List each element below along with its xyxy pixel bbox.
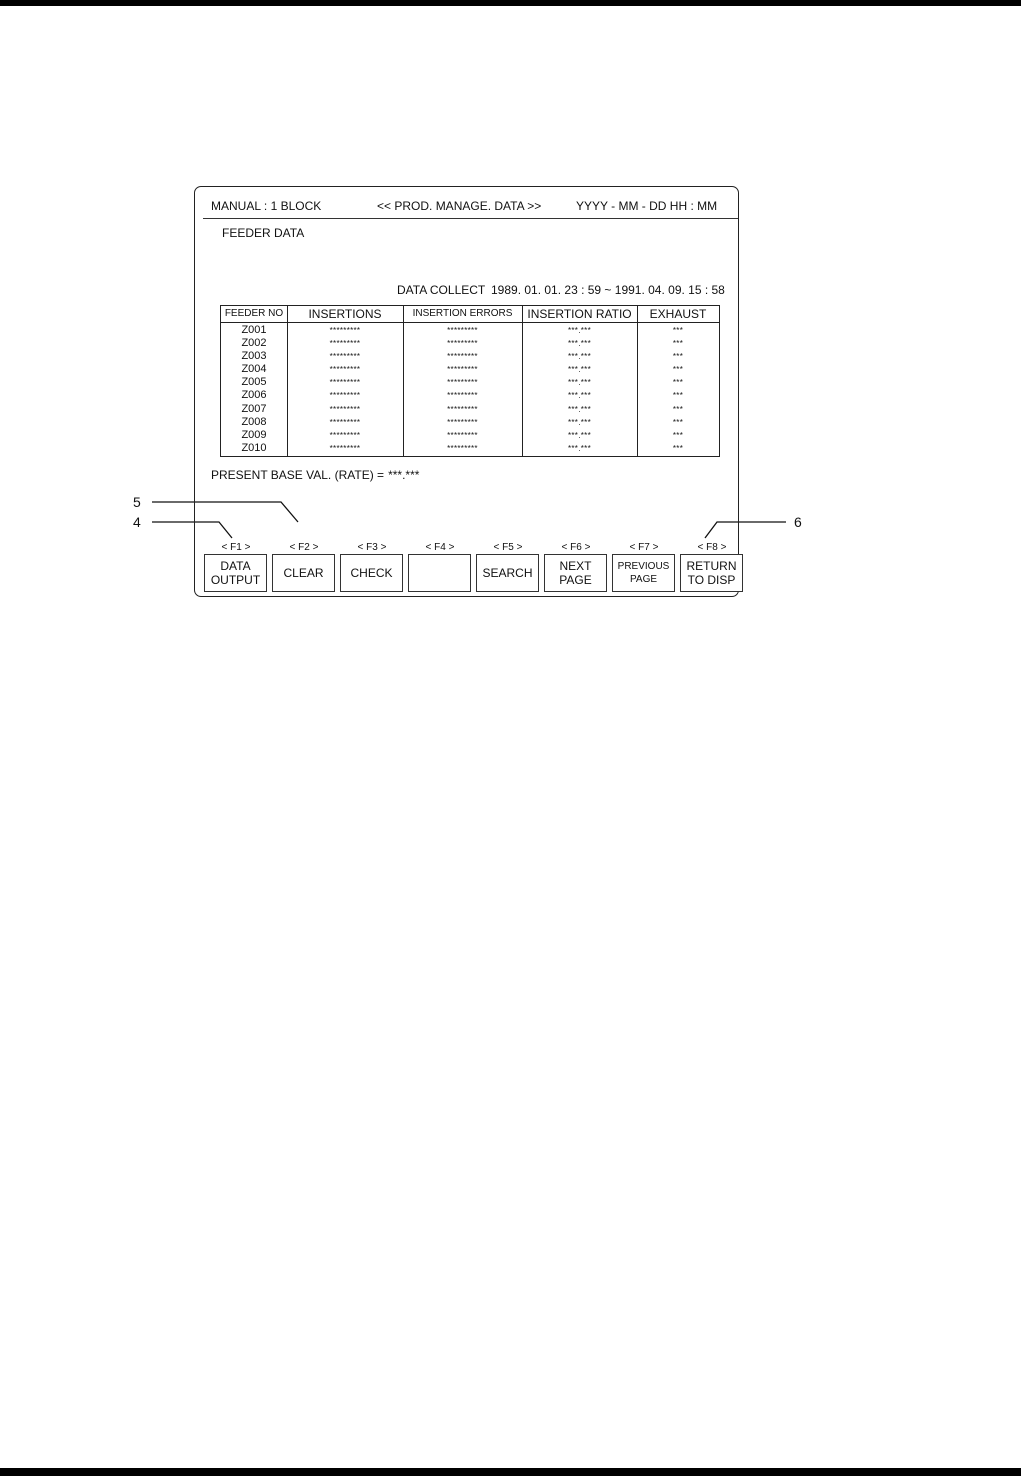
insertions-cell: *********: [329, 404, 361, 414]
f7-button[interactable]: [612, 554, 675, 592]
callout-5: 5: [133, 494, 141, 510]
f1-key-label: < F1 >: [221, 542, 251, 553]
feeder-no-cell: Z004: [241, 363, 267, 376]
f2-button[interactable]: [272, 554, 335, 592]
f6-button[interactable]: [544, 554, 607, 592]
f3-button[interactable]: [340, 554, 403, 592]
insertion-ratio-cell: ***.***: [567, 430, 591, 440]
column-header-insertion-ratio: INSERTION RATIO: [527, 307, 632, 321]
f6-key-label: < F6 >: [561, 542, 591, 553]
table-row: [221, 337, 719, 350]
f5-label-line-1: SEARCH: [482, 566, 533, 580]
f6-label-line-1: NEXT: [559, 559, 592, 573]
f5-button[interactable]: [476, 554, 539, 592]
column-header-insertions: INSERTIONS: [308, 307, 382, 321]
prod-manage-screen: [194, 186, 739, 597]
table-row: [221, 324, 719, 337]
feeder-no-cell: Z001: [241, 324, 267, 336]
f4-button[interactable]: [408, 554, 471, 592]
f3-key-label: < F3 >: [357, 542, 387, 553]
f5-button-label: [482, 566, 532, 580]
feeder-no-cell: Z009: [241, 428, 267, 441]
feeder-no-cell: Z010: [241, 441, 267, 454]
table-row: [221, 363, 719, 376]
base-value-label: PRESENT BASE VAL. (RATE) =: [211, 468, 385, 482]
insertion-errors-cell: *********: [447, 417, 478, 427]
exhaust-cell: ***: [672, 378, 684, 388]
insertions-cell: *********: [329, 326, 361, 335]
insertions-cell: *********: [329, 443, 361, 453]
f1-button-label: [211, 559, 260, 587]
f8-button[interactable]: [680, 554, 743, 592]
insertions-cell: *********: [329, 417, 361, 427]
insertion-errors-cell: *********: [447, 326, 478, 335]
datetime-display: YYYY - MM - DD HH : MM: [576, 199, 718, 213]
present-base-value: [211, 468, 423, 482]
column-header-feeder-no: FEEDER NO: [224, 308, 284, 319]
insertion-ratio-cell: ***.***: [567, 404, 591, 414]
feeder-no-cell: Z008: [241, 415, 267, 428]
callout-4: 4: [133, 514, 141, 530]
f2-label-line-1: CLEAR: [283, 566, 324, 580]
data-collect-range: 1989. 01. 01. 23 : 59 ~ 1991. 04. 09. 15 : 58: [491, 283, 725, 297]
f3-button-label: [350, 566, 392, 580]
exhaust-cell: ***: [672, 430, 684, 440]
insertion-ratio-cell: ***.***: [567, 391, 591, 401]
f1-label-line-1: DATA: [220, 559, 251, 573]
data-collect-label: DATA COLLECT: [397, 283, 486, 297]
insertion-ratio-cell: ***.***: [567, 326, 591, 335]
f8-label-line-1: RETURN: [686, 559, 737, 573]
insertion-ratio-cell: ***.***: [567, 443, 591, 453]
feeder-no-cell: Z002: [241, 337, 267, 350]
insertion-ratio-cell: ***.***: [567, 365, 591, 375]
mode-label: MANUAL : 1 BLOCK: [211, 199, 322, 213]
f2-button-label: [283, 566, 323, 580]
insertions-cell: *********: [329, 378, 361, 388]
exhaust-cell: ***: [672, 391, 684, 401]
insertion-errors-cell: *********: [447, 443, 478, 453]
f8-key-label: < F8 >: [697, 542, 727, 553]
column-header-insertion-errors: INSERTION ERRORS: [412, 308, 513, 319]
insertion-errors-cell: *********: [447, 430, 478, 440]
insertion-ratio-cell: ***.***: [567, 417, 591, 427]
insertion-ratio-cell: ***.***: [567, 339, 591, 349]
table-row: [221, 376, 719, 389]
column-header-exhaust: EXHAUST: [649, 307, 707, 321]
feeder-no-cell: Z003: [241, 350, 267, 363]
insertions-cell: *********: [329, 365, 361, 375]
feeder-no-cell: Z006: [241, 389, 267, 402]
feeder-data-table: [220, 305, 720, 457]
insertion-errors-cell: *********: [447, 404, 478, 414]
exhaust-cell: ***: [672, 404, 684, 414]
table-row: [221, 416, 719, 429]
f8-label-line-2: TO DISP: [687, 573, 736, 587]
insertions-cell: *********: [329, 352, 361, 362]
f1-button[interactable]: [204, 554, 267, 592]
f4-key-label: < F4 >: [425, 542, 455, 553]
callout-6: 6: [794, 514, 802, 530]
f6-label-line-2: PAGE: [559, 573, 592, 587]
screen-title: << PROD. MANAGE. DATA >>: [377, 199, 542, 213]
exhaust-cell: ***: [672, 339, 684, 349]
f5-key-label: < F5 >: [493, 542, 523, 553]
insertion-ratio-cell: ***.***: [567, 378, 591, 388]
insertions-cell: *********: [329, 339, 361, 349]
f7-label-line-1: PREVIOUS: [617, 561, 670, 572]
f7-button-label: [618, 560, 670, 586]
exhaust-cell: ***: [672, 365, 684, 375]
header-divider: [203, 218, 738, 219]
exhaust-cell: ***: [672, 443, 684, 453]
table-row: [221, 389, 719, 402]
insertion-ratio-cell: ***.***: [567, 352, 591, 362]
table-body: [221, 324, 719, 455]
exhaust-cell: ***: [672, 326, 684, 335]
f2-key-label: < F2 >: [289, 542, 319, 553]
feeder-no-cell: Z005: [241, 376, 267, 389]
table-row: [221, 429, 719, 442]
section-title: FEEDER DATA: [222, 226, 305, 240]
f1-label-line-2: OUTPUT: [210, 573, 261, 587]
insertion-errors-cell: *********: [447, 339, 478, 349]
f7-label-line-2: PAGE: [629, 574, 658, 585]
insertions-cell: *********: [329, 391, 361, 401]
feeder-no-cell: Z007: [241, 402, 267, 415]
header-row-divider: [221, 322, 719, 323]
page-bottom-rule: [0, 1468, 1021, 1476]
insertion-errors-cell: *********: [447, 352, 478, 362]
table-row: [221, 442, 719, 455]
insertion-errors-cell: *********: [447, 365, 478, 375]
exhaust-cell: ***: [672, 352, 684, 362]
table-row: [221, 403, 719, 416]
table-row: [221, 350, 719, 363]
f8-button-label: [687, 559, 737, 587]
f7-key-label: < F7 >: [629, 542, 659, 553]
f3-label-line-1: CHECK: [350, 566, 393, 580]
exhaust-cell: ***: [672, 417, 684, 427]
base-value: ***.***: [388, 468, 420, 482]
insertion-errors-cell: *********: [447, 378, 478, 388]
insertions-cell: *********: [329, 430, 361, 440]
insertion-errors-cell: *********: [447, 391, 478, 401]
f6-button-label: [559, 559, 591, 587]
